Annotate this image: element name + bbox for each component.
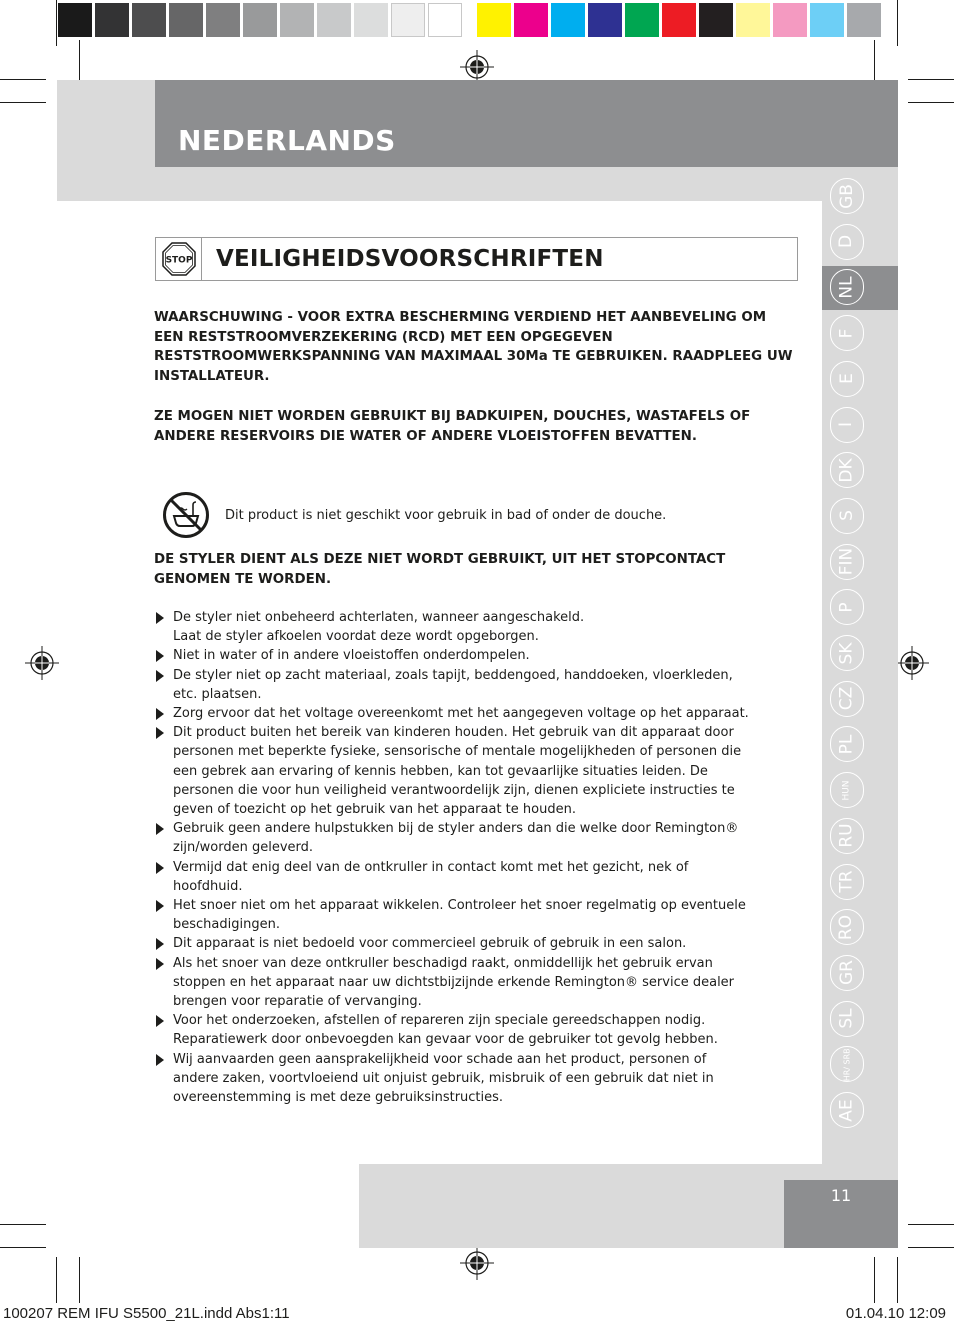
list-item-line: brengen voor reparatie of vervanging. (173, 994, 422, 1010)
list-item-line: De styler niet onbeheerd achterlaten, wanneer aangeschakeld. (173, 610, 585, 625)
list-item (155, 954, 780, 1012)
language-tab-d[interactable] (830, 224, 864, 260)
language-tab-ae[interactable] (830, 1092, 864, 1128)
list-item-line: Zorg ervoor dat het voltage overeenkomt met het aangegeven voltage op het apparaat. (173, 706, 749, 722)
colorbar-gap (465, 3, 474, 37)
grey-swatch (391, 3, 425, 37)
process-color-swatch (625, 3, 659, 37)
list-item-line: beschadigingen. (173, 917, 280, 933)
list-item (155, 666, 780, 704)
crop-mark (56, 0, 57, 46)
language-tab-dk[interactable] (830, 452, 864, 488)
list-item (155, 934, 780, 953)
section-title: VEILIGHEIDSVOORSCHRIFTEN (216, 246, 604, 272)
crop-mark (874, 1257, 875, 1303)
list-item-line: Voor het onderzoeken, afstellen of repareren zijn speciale gereedschappen nodig. (173, 1013, 706, 1029)
list-item-line: personen met beperkte fysieke, sensorische of mentale mogelijkheden of personen die (173, 744, 742, 760)
process-color-swatch (551, 3, 585, 37)
list-item-line: hoofdhuid. (173, 878, 243, 894)
process-color-swatch (810, 3, 844, 37)
language-tab-label: S (836, 510, 857, 522)
list-item-line: personen die voor hun veiligheid verantwoordelijk zijn, dienen expliciete instructies te (173, 782, 735, 798)
registration-mark-icon (895, 646, 929, 680)
list-item-line: Reparatiewerk door onbevoegden kan gevaar voor de gebruiker tot gevolg hebben. (173, 1032, 718, 1048)
list-item-line: zijn/worden geleverd. (173, 840, 314, 856)
language-tab-label: RO (836, 914, 857, 940)
crop-mark (56, 1257, 57, 1303)
language-tab-fin[interactable] (830, 544, 864, 580)
list-item-line: Wij aanvaarden geen aansprakelijkheid voor schade aan het product, personen of (173, 1051, 707, 1067)
list-item-line: geven of toezicht op het gebruik van het apparaat te houden. (173, 802, 576, 818)
language-tab-label: PL (836, 734, 857, 755)
stop-sign-icon (162, 242, 196, 276)
grey-swatch (317, 3, 351, 37)
grey-swatch (169, 3, 203, 37)
list-item-line: Dit product buiten het bereik van kinderen houden. Het gebruik van dit apparaat door (173, 725, 734, 741)
language-tab-label: HR/ SRB (842, 1047, 852, 1081)
bullet-arrow-icon (156, 958, 164, 970)
language-tab-gb[interactable] (830, 178, 864, 214)
language-tab-label: AE (836, 1098, 857, 1122)
grey-swatch (58, 3, 92, 37)
bullet-arrow-icon (156, 1015, 164, 1027)
crop-mark (897, 1257, 898, 1303)
bullet-arrow-icon (156, 727, 164, 739)
color-calibration-bar (58, 3, 881, 37)
grey-swatch (206, 3, 240, 37)
grey-swatch (132, 3, 166, 37)
warning-bathtubs: ZE MOGEN NIET WORDEN GEBRUIKT BIJ BADKUIPEN, DOUCHES, WASTAFELS OF ANDERE RESERVOIRS DIE WATER OF ANDERE VLOEISTOFFEN BEVATTEN. (154, 409, 751, 444)
bullet-arrow-icon (156, 1054, 164, 1066)
bullet-arrow-icon (156, 612, 164, 624)
language-tab-nl[interactable] (830, 269, 864, 305)
language-tab-pl[interactable] (830, 726, 864, 762)
list-item-line: Gebruik geen andere hulpstukken bij de styler anders dan die welke door Remington® (173, 821, 739, 837)
language-tab-sk[interactable] (830, 635, 864, 671)
language-tab-ro[interactable] (830, 909, 864, 945)
language-tab-label: GR (836, 960, 857, 986)
list-item-line: Vermijd dat enig deel van de ontkruller in contact komt met het gezicht, nek of (173, 859, 689, 875)
list-item (155, 608, 780, 646)
language-tab-label: D (836, 235, 857, 249)
process-color-swatch (847, 3, 881, 37)
language-tab-label: P (836, 602, 857, 613)
grey-swatch (428, 3, 462, 37)
process-color-swatch (588, 3, 622, 37)
list-item-line: Als het snoer van deze ontkruller beschadigd raakt, onmiddellijk het gebruik ervan (173, 955, 713, 971)
grey-swatch (280, 3, 314, 37)
warning-unplug: DE STYLER DIENT ALS DEZE NIET WORDT GEBRUIKT, UIT HET STOPCONTACT GENOMEN TE WORDEN. (154, 552, 726, 587)
language-tab-label: CZ (836, 686, 857, 711)
language-tab-cz[interactable] (830, 681, 864, 717)
stop-icon-cell (156, 238, 202, 280)
crop-mark (79, 1257, 80, 1303)
language-tab-p[interactable] (830, 589, 864, 625)
safety-instructions-list (155, 608, 780, 1107)
print-slug-file: 100207 REM IFU S5500_21L.indd Abs1:11 (3, 1305, 290, 1322)
bullet-arrow-icon (156, 708, 164, 720)
language-tab-label: HUN (841, 780, 852, 801)
list-item (155, 646, 780, 665)
list-item-line: Niet in water of in andere vloeistoffen onderdompelen. (173, 648, 530, 664)
language-tab-label: SL (836, 1008, 857, 1029)
list-item-line: Dit apparaat is niet bedoeld voor commercieel gebruik of gebruik in een salon. (173, 936, 687, 952)
language-tab-s[interactable] (830, 498, 864, 534)
bullet-arrow-icon (156, 670, 164, 682)
list-item-line: stoppen en het apparaat naar uw dichtstbijzijnde erkende Remington® service dealer (173, 974, 735, 990)
crop-mark (0, 1224, 46, 1225)
language-tab-label: TR (836, 870, 857, 893)
bullet-arrow-icon (156, 823, 164, 835)
warning-rcd: WAARSCHUWING - VOOR EXTRA BESCHERMING VERDIEND HET AANBEVELING OM EEN RESTSTROOMVERZEKERING (RCD) MET EEN OPGEGEVEN RESTSTROOMWERKSPANNING VAN MAXIMAAL 30Ma TE GEBRUIKEN. RAADPLEEG UW INSTALLATEUR. (154, 310, 793, 384)
print-slug-date: 01.04.10 12:09 (845, 1305, 946, 1322)
language-tab-e[interactable] (830, 361, 864, 397)
language-tab-label: NL (836, 276, 857, 299)
crop-mark (897, 0, 898, 46)
language-tab-i[interactable] (830, 407, 864, 443)
language-tab-label: I (836, 421, 857, 428)
list-item (155, 1011, 780, 1049)
bullet-arrow-icon (156, 862, 164, 874)
list-item-line: andere zaken, voortvloeiend uit onjuist gebruik, misbruik of een gebruik dat niet in (173, 1070, 714, 1086)
list-item (155, 704, 780, 723)
list-item (155, 819, 780, 857)
language-tab-hrsrb[interactable] (830, 1046, 864, 1082)
list-item-line: Het snoer niet om het apparaat wikkelen. Controleer het snoer regelmatig op eventuele (173, 898, 746, 914)
crop-mark (908, 1224, 954, 1225)
section-header (155, 237, 798, 281)
list-item-line: overeenstemming is met deze gebruiksinstructies. (173, 1090, 504, 1106)
crop-mark (908, 1247, 954, 1248)
language-tab-label: E (836, 373, 857, 385)
page-number: 11 (830, 1186, 852, 1205)
registration-mark-icon (460, 50, 494, 84)
process-color-swatch (736, 3, 770, 37)
list-item (155, 896, 780, 934)
crop-mark (0, 1247, 46, 1248)
grey-swatch (95, 3, 129, 37)
no-bath-icon (162, 491, 210, 539)
process-color-swatch (662, 3, 696, 37)
language-tab-label: RU (836, 823, 857, 848)
crop-mark (908, 79, 954, 80)
list-item (155, 723, 780, 819)
language-tab-tr[interactable] (830, 864, 864, 900)
language-tab-f[interactable] (830, 315, 864, 351)
language-tab-label: GB (836, 183, 857, 209)
bullet-arrow-icon (156, 938, 164, 950)
list-item-line: Laat de styler afkoelen voordat deze wordt opgeborgen. (173, 629, 539, 645)
page-title: NEDERLANDS (178, 124, 396, 157)
language-tab-label: FIN (836, 547, 857, 576)
language-tab-hun[interactable] (830, 772, 864, 808)
list-item-line: een gebrek aan ervaring of kennis hebben, kan tot gevaarlijke situaties leiden. De (173, 763, 708, 779)
list-item-line: etc. plaatsen. (173, 686, 262, 702)
process-color-swatch (477, 3, 511, 37)
crop-mark (0, 79, 46, 80)
language-tab-label: F (836, 328, 857, 338)
process-color-swatch (773, 3, 807, 37)
stop-sign-label: STOP (165, 255, 192, 266)
registration-mark-icon (460, 1246, 494, 1280)
grey-swatch (243, 3, 277, 37)
list-item (155, 1050, 780, 1108)
list-item-line: De styler niet op zacht materiaal, zoals tapijt, beddengoed, handdoeken, vloerkleden, (173, 667, 733, 683)
language-tab-label: SK (836, 642, 857, 664)
no-bath-notice: Dit product is niet geschikt voor gebruik in bad of onder de douche. (225, 508, 667, 523)
language-tab-ru[interactable] (830, 818, 864, 854)
bullet-arrow-icon (156, 650, 164, 662)
list-item (155, 858, 780, 896)
language-tab-sl[interactable] (830, 1001, 864, 1037)
language-tab-gr[interactable] (830, 955, 864, 991)
language-tab-label: DK (836, 458, 857, 483)
crop-mark (0, 102, 46, 103)
bullet-arrow-icon (156, 900, 164, 912)
registration-mark-icon (25, 646, 59, 680)
crop-mark (908, 102, 954, 103)
grey-swatch (354, 3, 388, 37)
process-color-swatch (699, 3, 733, 37)
process-color-swatch (514, 3, 548, 37)
